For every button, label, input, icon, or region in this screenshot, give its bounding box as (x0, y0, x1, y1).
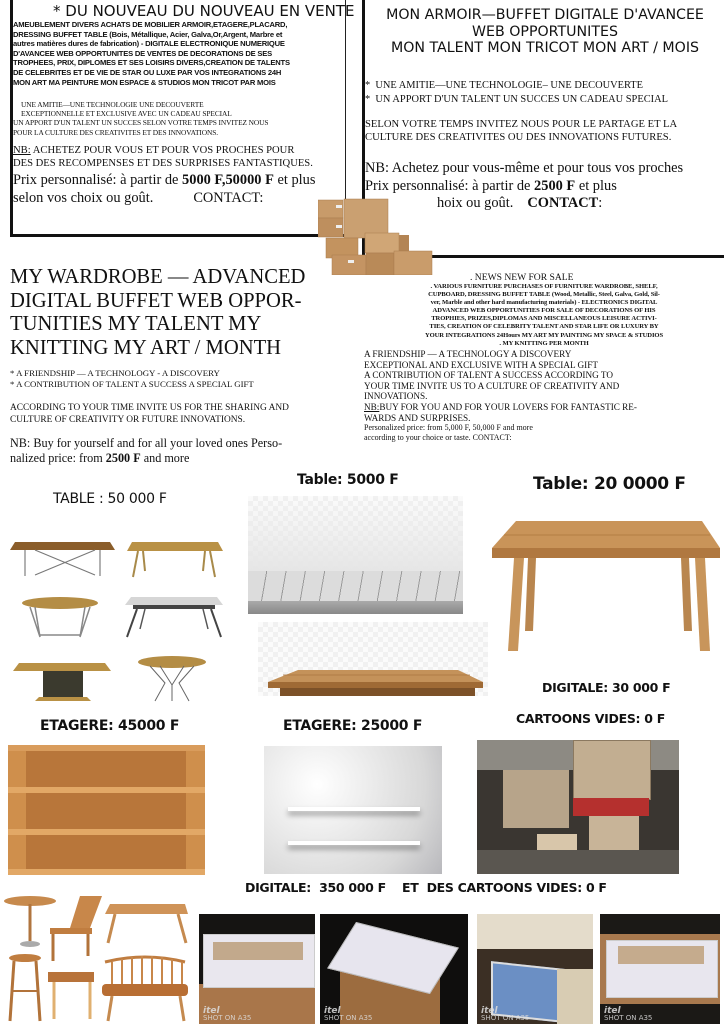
contact-label: CONTACT: (193, 190, 264, 206)
choice-text: selon vos choix ou goût. (13, 190, 154, 206)
watermark-text: SHOT ON A35 (481, 1014, 530, 1022)
nb-line: BUY FOR YOU AND FOR YOUR LOVERS FOR FANTASTIC RE- (379, 401, 637, 412)
price-prefix: nalized price: from (10, 451, 106, 465)
title-line: KNITTING MY ART / MONTH (10, 336, 282, 359)
news-text-line: A FRIENDSHIP — A TECHNOLOGY A DISCOVERY (364, 349, 572, 359)
ad-body-line: D'AVANCEE WEB OPPORTUNITES DE VENTES DE DECORATIONS DE SES (13, 48, 272, 58)
watermark-brand: itel (604, 1006, 621, 1016)
watermark-text: SHOT ON A35 (604, 1014, 653, 1022)
contact-label: CONTACT (527, 195, 599, 211)
ad-title-line: MON ARMOIR—BUFFET DIGITALE D'AVANCEE (386, 7, 704, 23)
news-text-line: YOUR TIME INVITE US TO A CULTURE OF CREATIVITY AND (364, 380, 620, 391)
choice-text: hoix ou goût. (437, 195, 514, 211)
nb-label: NB: (13, 145, 31, 156)
tabletop-wood-image (258, 622, 488, 696)
ad-title-line: MON TALENT MON TRICOT MON ART / MOIS (390, 40, 700, 56)
ad-small-line: UN APPORT D'UN TALENT UN SUCCES SELON VOTRE TEMPS INVITEZ NOUS (13, 118, 269, 128)
news-price (364, 423, 533, 443)
photo-watermark (203, 1008, 251, 1022)
nb-line: DES DES RECOMPENSES ET DES SURPRISES FANTASTIQUES. (13, 158, 313, 169)
news-text-line: EXCEPTIONAL AND EXCLUSIVE WITH A SPECIAL GIFT (364, 359, 598, 370)
photo-watermark (324, 1008, 372, 1022)
invite-line: ACCORDING TO YOUR TIME INVITE US FOR THE SHARING AND (10, 403, 289, 413)
ad-small-line: UNE AMITIE—UNE TECHNOLOGIE UNE DECOUVERTE (21, 100, 204, 109)
product-photo-3 (477, 914, 593, 1024)
wooden-table-image (488, 515, 722, 655)
caption-digitale-30000: DIGITALE: 30 000 F (542, 680, 671, 695)
price-suffix: et plus (575, 177, 617, 194)
ad-title (365, 7, 724, 57)
price-value: 2500 F (534, 177, 576, 194)
price-value: 2500 F (105, 451, 141, 465)
invite-line: CULTURE DES CREATIVITES OU DES INNOVATIONS FUTURES. (365, 132, 672, 143)
invite-line: CULTURE OF CREATIVITY OR FUTURE INNOVATIONS. (10, 414, 246, 425)
title-line: MY WARDROBE — ADVANCED (10, 266, 306, 288)
bullet-line: * A FRIENDSHIP — A TECHNOLOGY - A DISCOVERY (10, 368, 220, 378)
wooden-shelf-image (8, 745, 205, 875)
price-prefix: Prix personnalisé: à partir de (365, 177, 535, 194)
news-line: TIES, CREATION OF CELEBRITY TALENT AND STAR LIFE OR LUXURY BY (429, 323, 659, 331)
price-prefix: Prix personnalisé: à partir de (13, 172, 183, 188)
empty-cartons-photo (477, 740, 679, 874)
caption-table-50000: TABLE : 50 000 F (53, 491, 167, 507)
ad-price (13, 171, 315, 207)
ad-invite (365, 118, 677, 144)
watermark-text: SHOT ON A35 (324, 1014, 373, 1022)
caption-etagere-45000: ETAGERE: 45000 F (40, 718, 180, 734)
nb-line: NB: Buy for yourself and for all your loved ones Perso- (10, 436, 283, 450)
caption-digitale-350000: DIGITALE: 350 000 F ET DES CARTOONS VIDES: 0 F (245, 880, 607, 895)
news-line: . MY KNITTING PER MONTH (499, 339, 589, 347)
ad-body-line: AMEUBLEMENT DIVERS ACHATS DE MOBILIER ARMOIR,ETAGERE,PLACARD, (13, 20, 288, 29)
nb-line: ACHETEZ POUR VOUS ET POUR VOS PROCHES POUR (30, 145, 295, 156)
product-photo-4 (600, 914, 720, 1024)
product-photo-2 (320, 914, 468, 1024)
price-suffix: et plus (273, 172, 316, 188)
bullet-text: UNE AMITIE—UNE TECHNOLOGIE– UNE DECOUVERTE (375, 80, 643, 91)
ad-body-line: DE CELEBRITES ET DE VIE DE STAR OU LUXE PAR VOS INTEGRATIONS 24H (13, 67, 282, 77)
product-photo-1 (199, 914, 315, 1024)
news-line: TROPHIES, PRIZES,DIPLOMAS AND MISCELLANEOUS LEISURE ACTIVI- (431, 315, 657, 323)
news-line: ver, Marble and other hard manufacturing materials) - ELECTRONICS DIGITAL (430, 299, 658, 307)
ad-small-line: EXCEPTIONNELLE ET EXCLUSIVE AVEC UN CADEAU SPECIAL (21, 109, 232, 119)
ad-body-line: TROPHEES, PRIX, DIPLOMES ET SES LOISIRS DIVERS,CREATION DE TALENTS (13, 58, 290, 68)
caption-table-200000: Table: 20 0000 F (533, 474, 686, 494)
bullet-line: * A CONTRIBUTION OF TALENT A SUCCESS A SPECIAL GIFT (10, 378, 254, 389)
english-price (10, 436, 282, 466)
ad-small-text (13, 100, 268, 137)
ad-bullets: * UNE AMITIE—UNE TECHNOLOGIE– UNE DECOUVERTE * UN APPORT D'UN TALENT UN SUCCES UN CADEAU SPECIAL (365, 80, 668, 105)
news-heading: . NEWS NEW FOR SALE (470, 272, 574, 283)
english-invite (10, 403, 289, 426)
news-text (364, 349, 637, 423)
ad-body-line: autres matières dures de fabrication) - DIGITALE ELECTRONIQUE NUMERIQUE (13, 39, 285, 49)
nb-line: WARDS AND SURPRISES. (364, 412, 471, 423)
title-line: DIGITAL BUFFET WEB OPPOR- (10, 289, 302, 312)
news-line: ADVANCED WEB OPPORTUNITIES FOR SALE OF DECORATIONS OF HIS (432, 307, 656, 315)
cardboard-boxes-image (318, 195, 436, 275)
title-line: TUNITIES MY TALENT MY (10, 313, 262, 335)
choice-line: according to your choice or taste. CONTACT: (364, 432, 512, 442)
ad-body-line: DRESSING BUFFET TABLE (Bois, Métallique, Acier, Galva,Or,Argent, Marbre et (13, 29, 283, 39)
caption-cartoons-vides: CARTOONS VIDES: 0 F (516, 711, 665, 726)
ad-nb-text (13, 144, 313, 170)
news-body (364, 283, 724, 348)
wooden-furniture-set-image (0, 886, 195, 1024)
price-value: 5000 F,50000 F (182, 172, 274, 188)
watermark-brand: itel (203, 1006, 220, 1016)
watermark-brand: itel (324, 1006, 341, 1016)
french-ad-box-left (10, 0, 355, 237)
news-line: YOUR INTEGRATIONS 24Hours MY ART MY PAINTING MY SPACE & STUDIOS (424, 331, 664, 339)
caption-table-5000: Table: 5000 F (297, 472, 399, 488)
watermark-brand: itel (481, 1006, 498, 1016)
nb-line: NB: Achetez pour vous-même et pour tous vos proches (365, 160, 684, 176)
nb-label: NB: (364, 401, 380, 412)
ad-body-line: MON ART MA PEINTURE MON ESPACE & STUDIOS MON TRICOT PAR MOIS (13, 77, 276, 87)
english-title (10, 266, 305, 360)
watermark-text: SHOT ON A35 (203, 1014, 252, 1022)
news-text-line: INNOVATIONS. (364, 391, 428, 402)
ad-small-line: POUR LA CULTURE DES CREATIVITES ET DES INNOVATIONS. (13, 127, 218, 137)
news-text-line: A CONTRIBUTION OF TALENT A SUCCESS ACCORDING TO (364, 370, 613, 381)
price-suffix: and more (140, 451, 190, 465)
price-line: Personalized price: from 5,000 F, 50,000 F and more (364, 423, 533, 432)
bullet-text: UN APPORT D'UN TALENT UN SUCCES UN CADEAU SPECIAL (375, 93, 668, 105)
ad-body (13, 20, 290, 87)
ad-title: * DU NOUVEAU DU NOUVEAU EN VENTE (53, 2, 355, 20)
photo-watermark (604, 1008, 652, 1022)
floating-shelves-image (264, 746, 442, 874)
table-set-image (5, 525, 235, 710)
photo-watermark (481, 1008, 529, 1022)
ad-price: NB: Achetez pour vous-même et pour tous vos proches Prix personnalisé: à partir de 2500 F et plus hoix ou goût. CONTACT: (365, 160, 684, 211)
caption-etagere-25000: ETAGERE: 25000 F (283, 718, 423, 734)
english-bullets (10, 368, 254, 389)
ad-title-line: WEB OPPORTUNITES (472, 23, 618, 40)
news-line: CUPBOARD, DRESSING BUFFET TABLE (Wood, Metallic, Steel, Galva, Gold, Sil- (428, 291, 660, 299)
tabletop-grey-image (248, 496, 463, 614)
invite-line: SELON VOTRE TEMPS INVITEZ NOUS POUR LE PARTAGE ET LA (365, 119, 678, 130)
news-line: . VARIOUS FURNITURE PURCHASES OF FURNITURE WARDROBE, SHELF, (430, 283, 658, 290)
